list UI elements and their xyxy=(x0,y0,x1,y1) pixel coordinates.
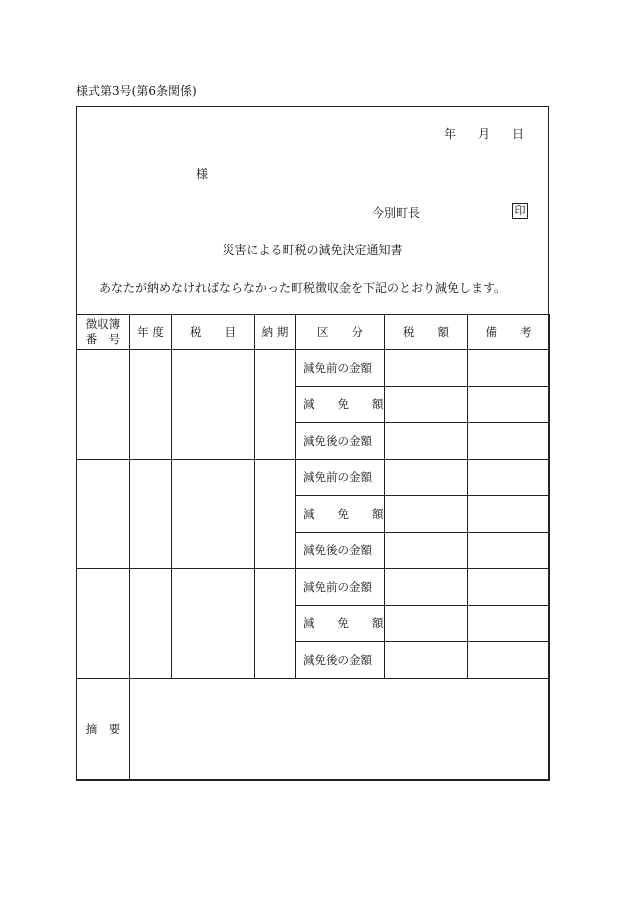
statement-text: あなたが納めなければならなかった町税徴収金を下記のとおり減免します。 xyxy=(99,281,507,295)
table-row xyxy=(77,459,550,496)
tax-amount-cell[interactable] xyxy=(385,642,468,679)
table-row xyxy=(77,569,550,606)
summary-label: 摘 要 xyxy=(77,678,130,780)
tax-amount-cell[interactable] xyxy=(385,423,468,460)
header-due: 納 期 xyxy=(255,315,296,350)
table-header-row xyxy=(77,315,550,350)
fiscal-year-cell[interactable] xyxy=(130,350,172,460)
table-row xyxy=(77,350,550,387)
issuer-name: 今別町長 xyxy=(372,206,421,220)
reduction-table xyxy=(76,314,550,781)
tax-amount-cell[interactable] xyxy=(385,605,468,642)
summary-row xyxy=(77,678,550,780)
tax-item-cell[interactable] xyxy=(172,569,255,679)
category-cell: 減 免 額 xyxy=(296,386,385,423)
category-cell: 減免前の金額 xyxy=(296,350,385,387)
addressee-suffix: 様 xyxy=(196,167,209,181)
summary-field[interactable] xyxy=(130,678,550,780)
header-tax-item: 税 目 xyxy=(172,315,255,350)
tax-item-cell[interactable] xyxy=(172,350,255,460)
due-cell[interactable] xyxy=(255,459,296,569)
date-day: 日 xyxy=(511,127,524,141)
tax-item-cell[interactable] xyxy=(172,459,255,569)
remarks-cell[interactable] xyxy=(468,386,550,423)
tax-amount-cell[interactable] xyxy=(385,496,468,533)
tax-amount-cell[interactable] xyxy=(385,532,468,569)
tax-amount-cell[interactable] xyxy=(385,350,468,387)
book-number-cell[interactable] xyxy=(77,459,130,569)
category-cell: 減 免 額 xyxy=(296,605,385,642)
tax-amount-cell[interactable] xyxy=(385,386,468,423)
fiscal-year-cell[interactable] xyxy=(130,459,172,569)
category-cell: 減免後の金額 xyxy=(296,423,385,460)
header-tax-amount: 税 額 xyxy=(385,315,468,350)
form-header xyxy=(77,107,548,314)
remarks-cell[interactable] xyxy=(468,605,550,642)
due-cell[interactable] xyxy=(255,569,296,679)
tax-amount-cell[interactable] xyxy=(385,459,468,496)
remarks-cell[interactable] xyxy=(468,496,550,533)
book-number-cell[interactable] xyxy=(77,569,130,679)
remarks-cell[interactable] xyxy=(468,459,550,496)
tax-amount-cell[interactable] xyxy=(385,569,468,606)
remarks-cell[interactable] xyxy=(468,423,550,460)
date-line xyxy=(444,125,524,142)
header-fiscal-year: 年 度 xyxy=(130,315,172,350)
form-number-label: 様式第3号(第6条関係) xyxy=(76,84,197,98)
category-cell: 減免後の金額 xyxy=(296,642,385,679)
remarks-cell[interactable] xyxy=(468,569,550,606)
header-book-number-line1: 徴収簿 xyxy=(85,317,121,331)
header-remarks: 備 考 xyxy=(468,315,550,350)
notice-form xyxy=(76,106,549,780)
fiscal-year-cell[interactable] xyxy=(130,569,172,679)
header-category: 区 分 xyxy=(296,315,385,350)
remarks-cell[interactable] xyxy=(468,350,550,387)
document-title: 災害による町税の減免決定通知書 xyxy=(222,243,403,257)
remarks-cell[interactable] xyxy=(468,532,550,569)
category-cell: 減 免 額 xyxy=(296,496,385,533)
date-month: 月 xyxy=(477,127,490,141)
header-book-number-line2: 番 号 xyxy=(85,332,121,346)
header-book-number xyxy=(77,315,130,350)
category-cell: 減免前の金額 xyxy=(296,459,385,496)
category-cell: 減免後の金額 xyxy=(296,532,385,569)
date-year: 年 xyxy=(443,127,456,141)
seal-mark: 印 xyxy=(512,203,528,219)
remarks-cell[interactable] xyxy=(468,642,550,679)
due-cell[interactable] xyxy=(255,350,296,460)
category-cell: 減免前の金額 xyxy=(296,569,385,606)
book-number-cell[interactable] xyxy=(77,350,130,460)
